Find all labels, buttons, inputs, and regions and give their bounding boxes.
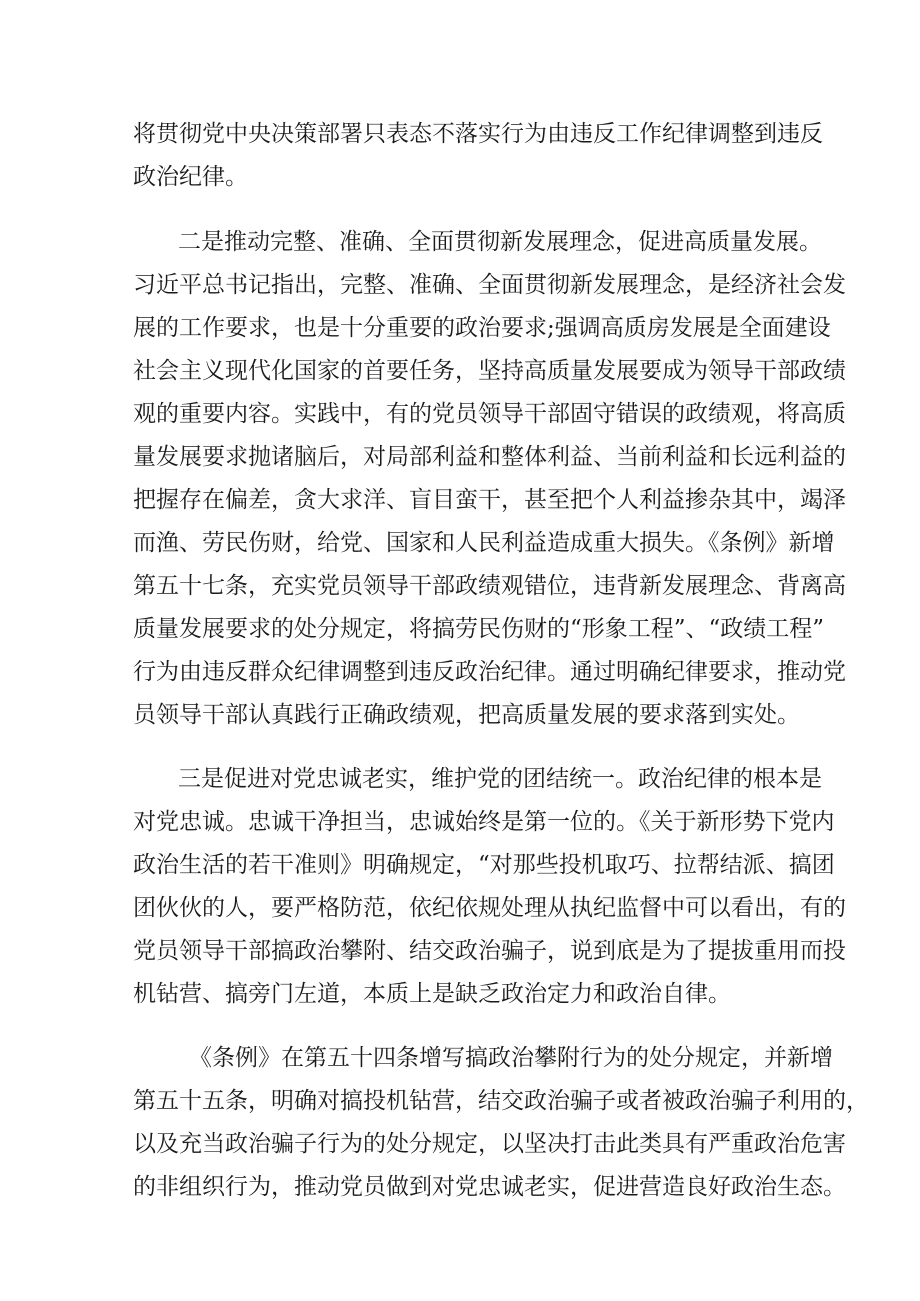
paragraph-line: 第五十五条，明确对搞投机钻营，结交政治骗子或者被政治骗子利用的， [133, 1088, 869, 1114]
paragraph-line: 将贯彻党中央决策部署只表态不落实行为由违反工作纪律调整到违反 [133, 121, 823, 147]
paragraph-line: 质量发展要求的处分规定，将搞劳民伤财的“形象工程”、“政绩工程” [133, 616, 825, 642]
paragraph-line: 的非组织行为，推动党员做到对党忠诚老实，促进营造良好政治生态。 [133, 1174, 846, 1200]
paragraph-line: 党员领导干部搞政治攀附、结交政治骗子，说到底是为了提拔重用而投 [133, 938, 846, 964]
paragraph-line: 员领导干部认真践行正确政绩观，把高质量发展的要求落到实处。 [133, 702, 800, 728]
paragraph-line: 展的工作要求，也是十分重要的政治要求;强调高质房发展是全面建设 [133, 315, 831, 341]
paragraph-line: 社会主义现代化国家的首要任务，坚持高质量发展要成为领导干部政绩 [133, 358, 846, 384]
paragraph-line: 习近平总书记指出，完整、准确、全面贯彻新发展理念，是经济社会发 [133, 272, 846, 298]
paragraph-line: 二是推动完整、准确、全面贯彻新发展理念，促进高质量发展。 [178, 229, 822, 255]
paragraph-line: 第五十七条，充实党员领导干部政绩观错位，违背新发展理念、背离高 [133, 573, 846, 599]
paragraph-line: 以及充当政治骗子行为的处分规定，以坚决打击此类具有严重政治危害 [133, 1131, 846, 1157]
paragraph-line: 把握存在偏差，贪大求洋、盲目蛮干，甚至把个人利益掺杂其中，竭泽 [133, 487, 846, 513]
paragraph-line: 观的重要内容。实践中，有的党员领导干部固守错误的政绩观，将高质 [133, 401, 846, 427]
paragraph-line: 量发展要求抛诸脑后，对局部利益和整体利益、当前利益和长远利益的 [133, 444, 846, 470]
paragraph-line: 三是促进对党忠诚老实，维护党的团结统一。政治纪律的根本是 [178, 766, 822, 792]
paragraph-line: 《条例》在第五十四条增写搞政治攀附行为的处分规定，并新增 [189, 1045, 833, 1071]
paragraph-line: 而渔、劳民伤财，给党、国家和人民利益造成重大损失。《条例》新增 [133, 530, 835, 556]
paragraph-line: 机钻营、搞旁门左道，本质上是缺乏政治定力和政治自律。 [133, 981, 731, 1007]
paragraph-line: 政治生活的若干准则》明确规定，“对那些投机取巧、拉帮结派、搞团 [133, 852, 835, 878]
paragraph-line: 团伙伙的人，要严格防范，依纪依规处理从执纪监督中可以看出，有的 [133, 895, 846, 921]
paragraph-line: 政治纪律。 [133, 164, 248, 190]
paragraph-line: 对党忠诚。忠诚干净担当，忠诚始终是第一位的。《关于新形势下党内 [133, 809, 835, 835]
paragraph-line: 行为由违反群众纪律调整到违反政治纪律。通过明确纪律要求，推动党 [133, 659, 846, 685]
